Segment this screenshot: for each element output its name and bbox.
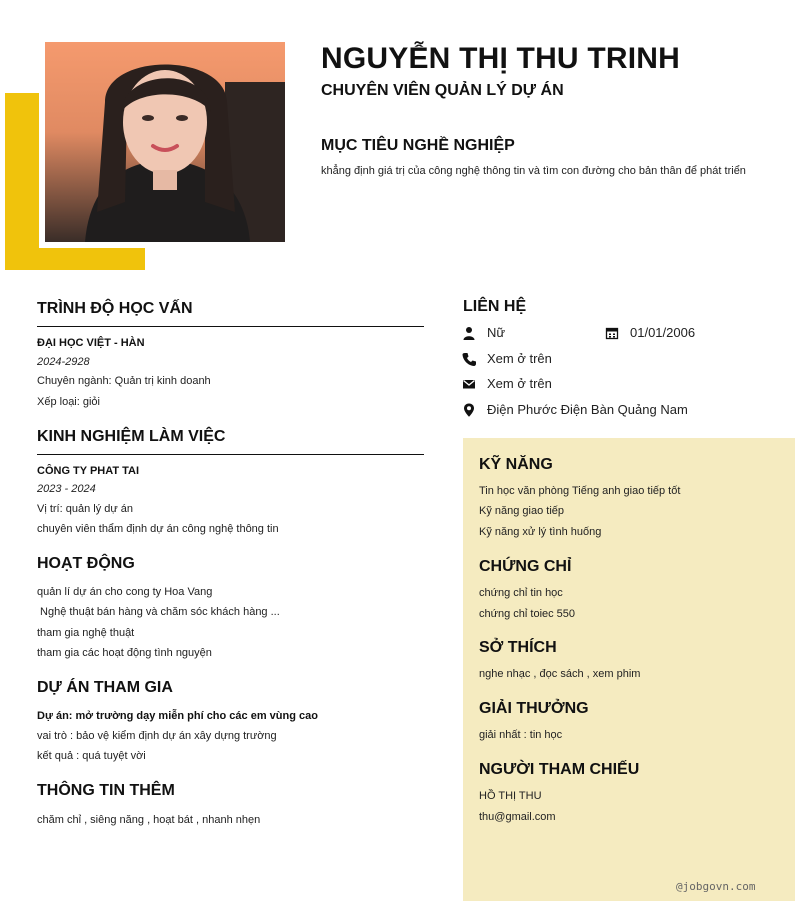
education-heading: TRÌNH ĐỘ HỌC VẤN — [37, 300, 193, 317]
project-result: kết quả : quá tuyệt vời — [37, 750, 146, 762]
person-icon — [462, 326, 476, 340]
watermark: @jobgovn.com — [676, 880, 756, 893]
section-divider — [37, 326, 424, 327]
activity-item: Nghệ thuật bán hàng và chăm sóc khách hàng ... — [37, 606, 280, 618]
experience-company: CÔNG TY PHAT TAI — [37, 465, 140, 477]
project-role: vai trò : bảo vệ kiểm định dự án xây dựng trường — [37, 730, 277, 742]
extra-info-heading: THÔNG TIN THÊM — [37, 782, 175, 799]
contact-email: Xem ở trên — [487, 376, 552, 391]
extra-info-text: chăm chỉ , siêng năng , hoạt bát , nhanh nhẹn — [37, 814, 261, 826]
hobbies-text: nghe nhạc , đọc sách , xem phim — [479, 668, 641, 680]
contact-address: Điện Phước Điện Bàn Quảng Nam — [487, 402, 688, 417]
education-years: 2024-2928 — [37, 356, 90, 368]
location-pin-icon — [462, 403, 476, 417]
objective-heading: MỤC TIÊU NGHỀ NGHIỆP — [321, 137, 515, 154]
skill-item: Kỹ năng giao tiếp — [479, 505, 565, 517]
experience-description: chuyên viên thẩm định dự án công nghệ thông tin — [37, 523, 279, 535]
experience-years: 2023 - 2024 — [37, 483, 96, 495]
activity-item: quản lí dự án cho cong ty Hoa Vang — [37, 586, 213, 598]
reference-name: HỒ THỊ THU — [479, 790, 542, 802]
contact-gender: Nữ — [487, 325, 506, 340]
references-heading: NGƯỜI THAM CHIẾU — [479, 761, 640, 778]
certificate-item: chứng chỉ toiec 550 — [479, 608, 576, 620]
contact-phone: Xem ở trên — [487, 351, 552, 366]
experience-heading: KINH NGHIỆM LÀM VIỆC — [37, 428, 226, 445]
education-major: Chuyên ngành: Quản trị kinh doanh — [37, 375, 211, 387]
certificate-item: chứng chỉ tin học — [479, 587, 563, 599]
calendar-icon — [605, 326, 619, 340]
activity-item: tham gia nghệ thuật — [37, 627, 135, 639]
hobbies-heading: SỞ THÍCH — [479, 639, 557, 656]
education-grade: Xếp loại: giỏi — [37, 396, 100, 408]
decorative-accent-bar — [5, 93, 39, 270]
skill-item: Tin học văn phòng Tiếng anh giao tiếp tốt — [479, 485, 681, 497]
awards-text: giải nhất : tin học — [479, 729, 563, 741]
project-title: Dự án: mở trường dạy miễn phí cho các em vùng cao — [37, 710, 318, 722]
reference-email: thu@gmail.com — [479, 811, 556, 823]
skill-item: Kỹ năng xử lý tình huống — [479, 526, 602, 538]
job-title: CHUYÊN VIÊN QUẢN LÝ DỰ ÁN — [321, 82, 564, 99]
education-school: ĐẠI HỌC VIỆT - HÀN — [37, 337, 145, 349]
activity-item: tham gia các hoạt động tình nguyện — [37, 647, 212, 659]
decorative-accent-bar — [5, 248, 145, 270]
certificates-heading: CHỨNG CHỈ — [479, 558, 572, 575]
profile-photo — [45, 42, 285, 242]
section-divider — [37, 454, 424, 455]
contact-heading: LIÊN HỆ — [463, 298, 527, 315]
projects-heading: DỰ ÁN THAM GIA — [37, 679, 173, 696]
candidate-name: NGUYỄN THỊ THU TRINH — [321, 42, 680, 75]
phone-icon — [462, 352, 476, 366]
contact-dob: 01/01/2006 — [630, 325, 696, 340]
experience-position: Vị trí: quản lý dự án — [37, 503, 134, 515]
awards-heading: GIẢI THƯỞNG — [479, 700, 589, 717]
email-icon — [462, 377, 476, 391]
skills-heading: KỸ NĂNG — [479, 456, 553, 473]
activities-heading: HOẠT ĐỘNG — [37, 555, 135, 572]
objective-text: khẳng định giá trị của công nghệ thông tin và tìm con đường cho bản thân để phát triển — [321, 165, 746, 177]
